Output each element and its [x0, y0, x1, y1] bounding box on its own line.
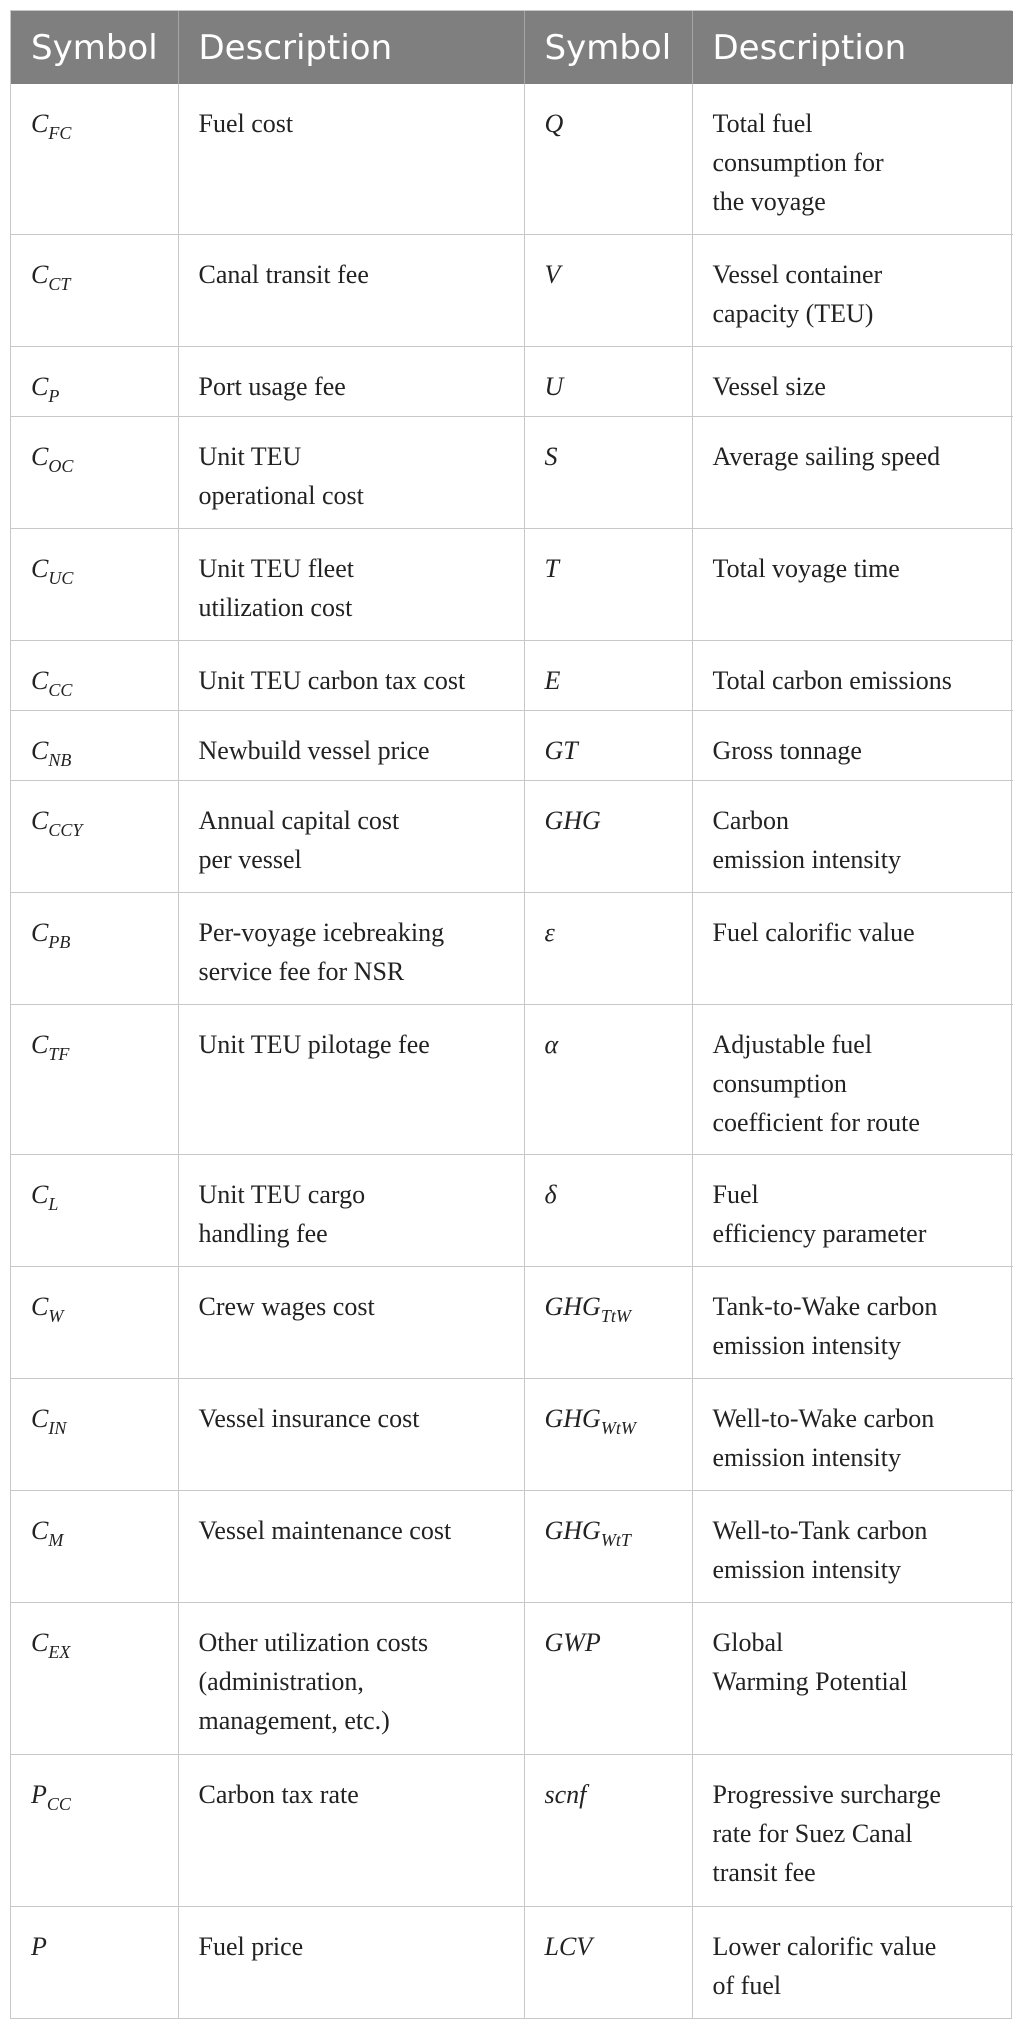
- symbol-base: GHG: [544, 1515, 601, 1545]
- description-cell: [178, 892, 524, 1004]
- symbol-subscript: L: [48, 1193, 59, 1214]
- description-text: Fuel efficiency parameter: [712, 1179, 927, 1248]
- description-cell: [692, 1378, 1013, 1490]
- symbol-base: C: [31, 1291, 49, 1321]
- symbol-cell: [11, 710, 178, 780]
- description-text: Progressive surcharge rate for Suez Canal transit fee: [712, 1779, 941, 1887]
- symbol-subscript: CC: [48, 679, 73, 700]
- symbol-cell: [524, 1754, 692, 1906]
- description-text: Fuel calorific value: [712, 917, 915, 947]
- symbol-cell: [11, 84, 178, 234]
- symbol-cell: [524, 84, 692, 234]
- symbol-subscript: TtW: [600, 1305, 631, 1326]
- description-text: Unit TEU operational cost: [198, 441, 364, 510]
- description-text: Total voyage time: [712, 553, 900, 583]
- description-cell: [178, 1266, 524, 1378]
- description-cell: [178, 710, 524, 780]
- description-cell: [692, 780, 1013, 892]
- description-text: Port usage fee: [198, 371, 346, 401]
- description-text: Well-to-Wake carbon emission intensity: [712, 1403, 935, 1472]
- description-text: Newbuild vessel price: [198, 735, 430, 765]
- symbol-base: P: [31, 1931, 47, 1961]
- description-cell: [692, 1004, 1013, 1154]
- symbol-base: C: [31, 259, 49, 289]
- symbol-base: C: [31, 553, 49, 583]
- symbol-base: C: [31, 805, 49, 835]
- symbol-cell: [524, 1004, 692, 1154]
- description-text: Per-voyage icebreaking service fee for NSR: [198, 917, 445, 986]
- description-cell: [692, 84, 1013, 234]
- description-text: Adjustable fuel consumption coefficient for route: [712, 1029, 920, 1137]
- symbol-cell: [11, 346, 178, 416]
- symbol-cell: [524, 1154, 692, 1266]
- symbol-base: C: [31, 371, 49, 401]
- symbol-cell: [524, 780, 692, 892]
- table-row: [11, 528, 1013, 640]
- symbol-subscript: NB: [48, 749, 72, 770]
- description-cell: [692, 1266, 1013, 1378]
- description-cell: [692, 1602, 1013, 1754]
- symbol-base: U: [544, 371, 564, 401]
- symbol-base: C: [31, 1403, 49, 1433]
- description-cell: [692, 1906, 1013, 2018]
- description-text: Vessel container capacity (TEU): [712, 259, 883, 328]
- symbol-cell: [11, 1154, 178, 1266]
- description-cell: [178, 1004, 524, 1154]
- description-text: Carbon tax rate: [198, 1779, 359, 1809]
- symbol-cell: [524, 1906, 692, 2018]
- symbol-cell: [11, 1490, 178, 1602]
- table-row: [11, 84, 1013, 234]
- symbol-base: C: [31, 441, 49, 471]
- description-text: Fuel price: [198, 1931, 304, 1961]
- description-text: Well-to-Tank carbon emission intensity: [712, 1515, 928, 1584]
- table-row: [11, 1004, 1013, 1154]
- symbol-cell: [11, 1906, 178, 2018]
- description-text: Unit TEU cargo handling fee: [198, 1179, 366, 1248]
- table-row: [11, 1490, 1013, 1602]
- table-row: [11, 1378, 1013, 1490]
- symbol-cell: [11, 640, 178, 710]
- symbol-subscript: UC: [48, 567, 74, 588]
- symbol-cell: [524, 346, 692, 416]
- description-cell: [178, 234, 524, 346]
- description-text: Vessel maintenance cost: [198, 1515, 452, 1545]
- symbol-subscript: IN: [48, 1417, 67, 1438]
- header-symbol-1: Symbol: [11, 11, 178, 84]
- symbol-cell: [11, 1378, 178, 1490]
- symbol-base: C: [31, 1515, 49, 1545]
- description-text: Canal transit fee: [198, 259, 369, 289]
- description-cell: [692, 1754, 1013, 1906]
- symbol-base: GHG: [544, 1291, 601, 1321]
- description-text: Unit TEU fleet utilization cost: [198, 553, 354, 622]
- symbol-base: C: [31, 917, 49, 947]
- symbol-cell: [524, 1266, 692, 1378]
- description-cell: [178, 640, 524, 710]
- description-text: Unit TEU carbon tax cost: [198, 665, 466, 695]
- symbol-table: [10, 10, 1012, 2019]
- symbol-base: C: [31, 665, 49, 695]
- symbol-subscript: M: [48, 1529, 64, 1550]
- symbol-description-table: [11, 11, 1013, 2018]
- symbol-subscript: CT: [48, 273, 71, 294]
- description-text: Total carbon emissions: [712, 665, 952, 695]
- description-cell: [178, 84, 524, 234]
- header-description-2: Description: [712, 27, 907, 68]
- table-header: [11, 11, 1013, 84]
- description-text: Fuel cost: [198, 109, 294, 138]
- symbol-cell: [524, 1378, 692, 1490]
- description-text: Other utilization costs (administration, management, etc.): [198, 1627, 429, 1735]
- symbol-base: C: [31, 735, 49, 765]
- symbol-cell: [11, 1754, 178, 1906]
- table-row: [11, 1906, 1013, 2018]
- description-cell: [692, 710, 1013, 780]
- symbol-base: α: [544, 1029, 559, 1059]
- symbol-cell: [11, 780, 178, 892]
- description-cell: [178, 1906, 524, 2018]
- symbol-base: P: [31, 1779, 47, 1809]
- symbol-cell: [11, 1266, 178, 1378]
- description-text: Annual capital cost per vessel: [198, 805, 400, 874]
- table-row: [11, 892, 1013, 1004]
- symbol-subscript: P: [48, 385, 60, 406]
- description-cell: [692, 416, 1013, 528]
- symbol-base: C: [31, 1179, 49, 1209]
- table-row: [11, 346, 1013, 416]
- symbol-cell: [524, 640, 692, 710]
- symbol-base: V: [544, 259, 561, 289]
- symbol-base: S: [544, 441, 558, 471]
- table-row: [11, 416, 1013, 528]
- description-cell: [692, 1154, 1013, 1266]
- description-text: Vessel insurance cost: [198, 1403, 420, 1433]
- description-cell: [178, 346, 524, 416]
- description-cell: [178, 1490, 524, 1602]
- symbol-cell: [11, 528, 178, 640]
- symbol-cell: [11, 416, 178, 528]
- symbol-subscript: CC: [46, 1793, 71, 1814]
- symbol-subscript: PB: [48, 931, 71, 952]
- table-row: [11, 710, 1013, 780]
- symbol-subscript: OC: [48, 455, 74, 476]
- symbol-base: Q: [544, 109, 564, 138]
- table-row: [11, 234, 1013, 346]
- header-description-1: Description: [178, 11, 524, 84]
- table-row: [11, 640, 1013, 710]
- description-cell: [692, 640, 1013, 710]
- description-cell: [178, 1154, 524, 1266]
- description-cell: [178, 1602, 524, 1754]
- description-cell: [178, 1378, 524, 1490]
- symbol-base: GT: [544, 735, 578, 765]
- description-cell: [692, 234, 1013, 346]
- description-cell: [178, 1754, 524, 1906]
- symbol-base: LCV: [544, 1931, 593, 1961]
- symbol-cell: [11, 1004, 178, 1154]
- table-row: [11, 1154, 1013, 1266]
- symbol-cell: [524, 710, 692, 780]
- symbol-subscript: WtT: [600, 1529, 631, 1550]
- symbol-cell: [11, 892, 178, 1004]
- description-text: Global Warming Potential: [712, 1627, 908, 1696]
- symbol-cell: [524, 416, 692, 528]
- symbol-base: E: [544, 665, 561, 695]
- description-text: Unit TEU pilotage fee: [198, 1029, 430, 1059]
- symbol-cell: [524, 528, 692, 640]
- symbol-base: ε: [544, 917, 555, 947]
- description-cell: [178, 416, 524, 528]
- symbol-subscript: WtW: [600, 1417, 636, 1438]
- symbol-subscript: W: [48, 1305, 64, 1326]
- table-row: [11, 780, 1013, 892]
- table-row: [11, 1602, 1013, 1754]
- symbol-cell: [11, 1602, 178, 1754]
- symbol-base: C: [31, 1029, 49, 1059]
- symbol-cell: [11, 234, 178, 346]
- description-cell: [692, 1490, 1013, 1602]
- symbol-base: δ: [544, 1179, 557, 1209]
- symbol-cell: [524, 1602, 692, 1754]
- table-body: [11, 84, 1013, 2018]
- symbol-base: C: [31, 109, 49, 138]
- symbol-subscript: TF: [48, 1043, 70, 1064]
- symbol-base: C: [31, 1627, 49, 1657]
- header-row: [11, 11, 1013, 84]
- description-text: Average sailing speed: [712, 441, 941, 471]
- symbol-base: T: [544, 553, 559, 583]
- symbol-cell: [524, 1490, 692, 1602]
- symbol-subscript: EX: [48, 1641, 71, 1662]
- symbol-cell: [524, 234, 692, 346]
- symbol-base: GHG: [544, 805, 601, 835]
- description-cell: [692, 528, 1013, 640]
- symbol-base: GHG: [544, 1403, 601, 1433]
- symbol-subscript: CCY: [48, 819, 83, 840]
- symbol-cell: [524, 892, 692, 1004]
- description-text: Gross tonnage: [712, 735, 862, 765]
- symbol-subscript: FC: [48, 123, 72, 143]
- description-cell: [692, 346, 1013, 416]
- symbol-base: scnf: [544, 1779, 587, 1809]
- description-text: Crew wages cost: [198, 1291, 375, 1321]
- description-text: Vessel size: [712, 371, 826, 401]
- description-text: Carbon emission intensity: [712, 805, 901, 874]
- description-text: Total fuel consumption for the voyage: [712, 109, 884, 216]
- table-row: [11, 1754, 1013, 1906]
- description-cell: [692, 892, 1013, 1004]
- table-row: [11, 1266, 1013, 1378]
- description-text: Lower calorific value of fuel: [712, 1931, 937, 2000]
- symbol-base: GWP: [544, 1627, 601, 1657]
- description-text: Tank-to-Wake carbon emission intensity: [712, 1291, 938, 1360]
- description-cell: [178, 528, 524, 640]
- header-symbol-2: Symbol: [524, 11, 692, 84]
- description-cell: [178, 780, 524, 892]
